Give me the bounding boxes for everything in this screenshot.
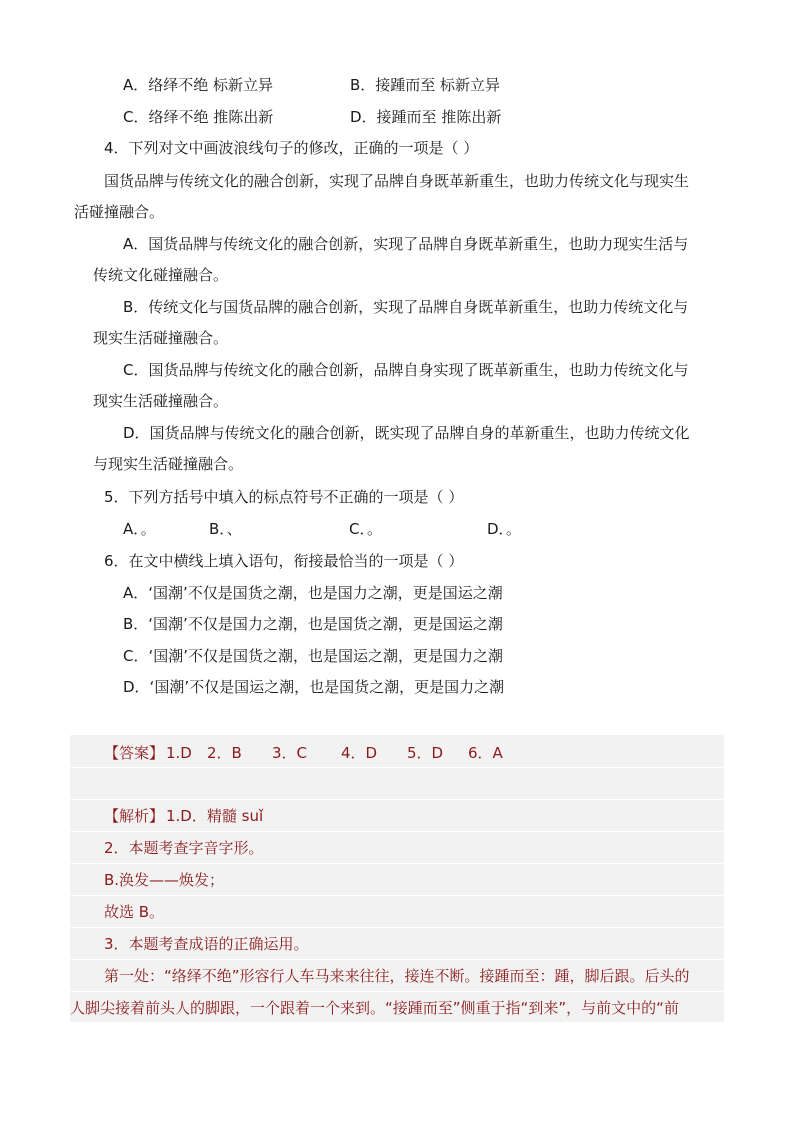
q5-option-a: A．。	[123, 520, 156, 538]
answer-item-4: 4．D	[341, 744, 378, 762]
analysis-line-4: 故选 B。	[104, 903, 165, 921]
answer-item-3: 3．C	[272, 744, 308, 762]
answer-item-5: 5．D	[407, 744, 444, 762]
q4-option-c-line-2: 现实生活碰撞融合。	[93, 392, 229, 410]
answer-item-1: 1.D	[166, 744, 192, 762]
q4-option-d-line-2: 与现实生活碰撞融合。	[93, 455, 244, 473]
analysis-line-5: 3．本题考查成语的正确运用。	[104, 935, 309, 953]
q6-stem: 6．在文中横线上填入语句，衔接最恰当的一项是（ ）	[104, 552, 464, 570]
q6-option-d: D．‘国潮’不仅是国运之潮，也是国货之潮，更是国力之潮	[123, 678, 505, 696]
answer-item-2: 2．B	[207, 744, 242, 762]
panel-row-divider	[70, 959, 724, 960]
q5-option-d: D．。	[487, 520, 522, 538]
panel-row-divider	[70, 895, 724, 896]
q3-option-c: C．络绎不绝 推陈出新	[123, 108, 274, 126]
q4-quote-line-1: 国货品牌与传统文化的融合创新，实现了品牌自身既革新重生，也助力传统文化与现实生	[104, 172, 690, 190]
panel-row-divider	[70, 767, 724, 768]
q4-quote-line-2: 活碰撞融合。	[74, 203, 165, 221]
q4-option-b-line-1: B．传统文化与国货品牌的融合创新，实现了品牌自身既革新重生，也助力传统文化与	[123, 298, 689, 316]
q4-option-b-line-2: 现实生活碰撞融合。	[93, 329, 229, 347]
q3-option-d: D．接踵而至 推陈出新	[350, 108, 502, 126]
answer-item-6: 6．A	[468, 744, 503, 762]
q4-option-c-line-1: C．国货品牌与传统文化的融合创新，品牌自身实现了既革新重生，也助力传统文化与	[123, 361, 689, 379]
analysis-line-7: 人脚尖接着前头人的脚跟，一个跟着一个来到。“接踵而至”侧重于指“到来”，与前文中的“前	[70, 999, 679, 1017]
q6-option-a: A．‘国潮’不仅是国货之潮，也是国力之潮，更是国运之潮	[123, 584, 503, 602]
q4-option-a-line-2: 传统文化碰撞融合。	[93, 266, 229, 284]
q3-option-b: B．接踵而至 标新立异	[350, 76, 501, 94]
analysis-line-6: 第一处：“络绎不绝”形容行人车马来来往往，接连不断。接踵而至：踵，脚后跟。后头的	[104, 967, 690, 985]
q3-option-a: A．络绎不绝 标新立异	[123, 76, 274, 94]
answer-tag: 【答案】	[104, 744, 165, 762]
q4-option-d-line-1: D．国货品牌与传统文化的融合创新，既实现了品牌自身的革新重生，也助力传统文化	[123, 424, 690, 442]
panel-row-divider	[70, 927, 724, 928]
panel-row-divider	[70, 863, 724, 864]
panel-row-divider	[70, 831, 724, 832]
analysis-line-3: B.涣发——焕发；	[104, 871, 225, 889]
q5-option-b: B．、	[209, 520, 242, 538]
analysis-line-1: 1.D．精髓 suǐ	[166, 807, 264, 825]
q6-option-b: B．‘国潮’不仅是国力之潮，也是国货之潮，更是国运之潮	[123, 615, 503, 633]
q6-option-c: C．‘国潮’不仅是国货之潮，也是国运之潮，更是国力之潮	[123, 647, 504, 665]
panel-row-divider	[70, 799, 724, 800]
panel-row-divider	[70, 991, 724, 992]
analysis-line-2: 2．本题考查字音字形。	[104, 839, 264, 857]
q4-option-a-line-1: A．国货品牌与传统文化的融合创新，实现了品牌自身既革新重生，也助力现实生活与	[123, 235, 689, 253]
q5-stem: 5．下列方括号中填入的标点符号不正确的一项是（ ）	[104, 488, 464, 506]
q5-option-c: C．。	[349, 520, 382, 538]
q4-stem: 4．下列对文中画波浪线句子的修改，正确的一项是（ ）	[104, 139, 479, 157]
analysis-tag: 【解析】	[104, 807, 165, 825]
